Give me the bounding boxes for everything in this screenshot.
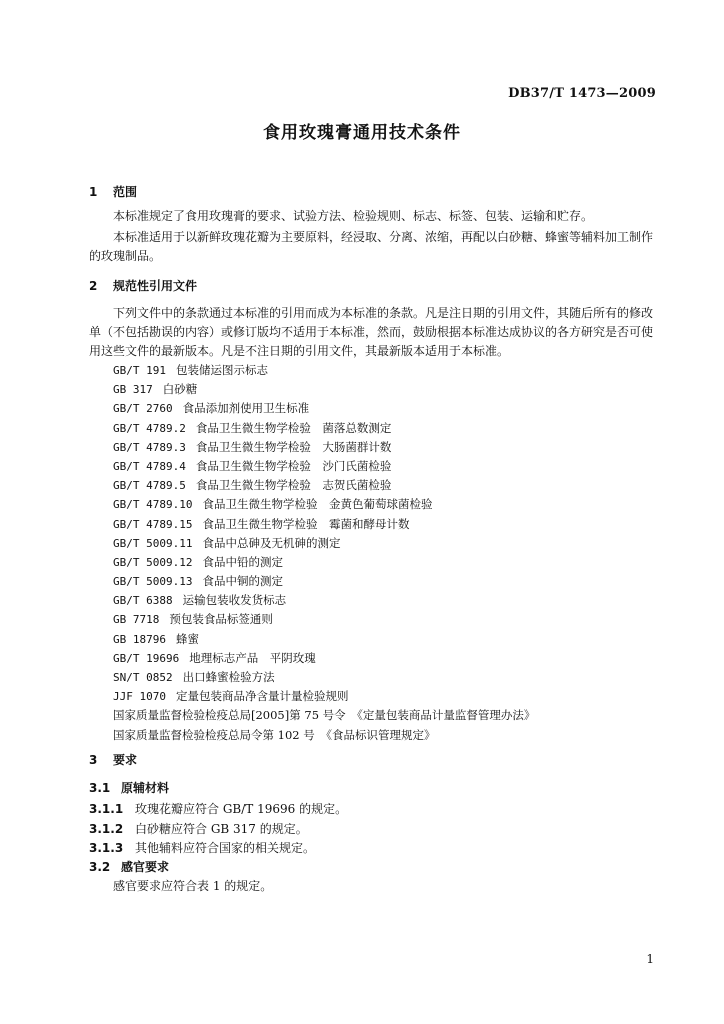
reference-name: 蜂蜜 [175, 631, 199, 646]
section-3-1-heading [89, 779, 169, 796]
reference-code: GB/T 191 [113, 364, 166, 377]
section-3-2-heading [89, 858, 169, 875]
reference-code: GB/T 4789.2 [113, 421, 186, 435]
section-3-heading [89, 751, 137, 768]
reference-item [113, 610, 535, 629]
reference-code: JJF 1070 [113, 690, 166, 704]
reference-name: 食品卫生微生物学检验 霉菌和酵母计数 [202, 516, 410, 531]
reference-name: 地理标志产品 平阴玫瑰 [189, 650, 316, 665]
section-number: 2 [89, 279, 98, 293]
reference-name: 定量包装商品净含量计量检验规则 [175, 689, 349, 704]
reference-name: 出口蜂蜜检验方法 [182, 670, 275, 684]
clause-text: 玫瑰花瓣应符合 GB/T 19696 的规定。 [135, 802, 348, 816]
section-2-intro: 下列文件中的条款通过本标准的引用而成为本标准的条款。凡是注日期的引用文件，其随后所有的修改单（不包括勘误的内容）或修订版均不适用于本标准，然而，鼓励根据本标准达成协议的各方研究是否可使用这些文件的最新版本。凡是不注日期的引用文件，其最新版本适用于本标准。 [89, 306, 654, 358]
reference-name: 食品中总砷及无机砷的测定 [202, 535, 341, 550]
reference-item [113, 591, 535, 610]
clause-number: 3.1.2 [89, 822, 124, 836]
reference-code: GB/T 19696 [113, 651, 180, 665]
reference-item [113, 572, 535, 591]
reference-name: 白砂糖 [162, 382, 198, 397]
section-number: 3.1 [89, 781, 111, 795]
standard-code: DB37/T 1473—2009 [508, 86, 656, 101]
reference-item [113, 726, 535, 745]
section-title: 范围 [113, 185, 138, 199]
reference-name: 食品卫生微生物学检验 沙门氏菌检验 [195, 458, 392, 473]
reference-item [113, 706, 535, 725]
clause-3-1-1 [89, 800, 347, 817]
section-number: 3 [89, 753, 98, 767]
reference-item [113, 457, 535, 476]
reference-code: GB 7718 [113, 613, 160, 627]
reference-name: 食品卫生微生物学检验 金黄色葡萄球菌检验 [202, 497, 433, 512]
reference-item [113, 649, 535, 668]
section-title: 规范性引用文件 [113, 279, 198, 293]
reference-name: 包装储运图示标志 [175, 363, 268, 377]
section-title: 感官要求 [121, 860, 170, 874]
reference-item [113, 495, 535, 514]
reference-name: 食品中铅的测定 [202, 554, 283, 569]
reference-code: GB/T 4789.4 [113, 459, 186, 473]
reference-item [113, 630, 535, 649]
reference-code: GB/T 6388 [113, 594, 173, 608]
clause-number: 3.1.3 [89, 841, 124, 855]
reference-code: GB/T 5009.13 [113, 575, 193, 589]
reference-code: GB/T 4789.3 [113, 440, 186, 454]
clause-text: 其他辅料应符合国家的相关规定。 [135, 841, 316, 855]
reference-list [113, 361, 535, 745]
reference-code: GB/T 5009.11 [113, 536, 193, 550]
reference-item [113, 419, 535, 438]
clause-number: 3.1.1 [89, 802, 124, 816]
reference-item [113, 687, 535, 706]
section-1-heading [89, 183, 137, 200]
reference-code: GB/T 4789.5 [113, 479, 186, 493]
clause-3-1-2 [89, 820, 308, 837]
reference-code: SN/T 0852 [113, 671, 173, 684]
section-2-heading [89, 277, 197, 294]
section-1-paragraph-2: 本标准适用于以新鲜玫瑰花瓣为主要原料，经浸取、分离、浓缩，再配以白砂糖、蜂蜜等辅料加工制作的玫瑰制品。 [89, 230, 654, 263]
reference-code: GB 317 [113, 383, 153, 397]
section-number: 3.2 [89, 860, 111, 874]
reference-name: 国家质量监督检验检疫总局[2005]第 75 号令 《定量包装商品计量监督管理办法》 [113, 708, 536, 723]
reference-name: 食品卫生微生物学检验 志贺氏菌检验 [195, 478, 392, 493]
section-title: 要求 [113, 753, 138, 767]
reference-name: 预包装食品标签通则 [169, 612, 273, 627]
reference-code: GB/T 4789.10 [113, 498, 193, 512]
reference-name: 食品添加剂使用卫生标准 [182, 401, 310, 416]
reference-name: 食品中铜的测定 [202, 574, 283, 589]
section-1-paragraph-1: 本标准规定了食用玫瑰膏的要求、试验方法、检验规则、标志、标签、包装、运输和贮存。 [113, 209, 594, 223]
reference-name: 运输包装收发货标志 [182, 593, 287, 608]
reference-name: 食品卫生微生物学检验 大肠菌群计数 [195, 439, 392, 454]
reference-item [113, 399, 535, 418]
reference-item [113, 476, 535, 495]
reference-name: 食品卫生微生物学检验 菌落总数测定 [195, 420, 392, 435]
reference-name: 国家质量监督检验检疫总局令第 102 号 《食品标识管理规定》 [113, 727, 436, 742]
section-number: 1 [89, 185, 98, 199]
reference-item [113, 515, 535, 534]
reference-item [113, 553, 535, 572]
reference-item [113, 438, 535, 457]
reference-code: GB/T 5009.12 [113, 555, 193, 569]
clause-text: 白砂糖应符合 GB 317 的规定。 [135, 822, 308, 836]
reference-code: GB/T 2760 [113, 402, 173, 416]
reference-item [113, 668, 535, 687]
reference-item [113, 380, 535, 399]
page-number: 1 [646, 952, 654, 966]
section-title: 原辅材料 [121, 781, 170, 795]
section-3-2-text: 感官要求应符合表 1 的规定。 [113, 879, 273, 893]
reference-item [113, 534, 535, 553]
reference-code: GB/T 4789.15 [113, 517, 193, 531]
reference-item [113, 361, 535, 380]
document-title: 食用玫瑰膏通用技术条件 [263, 123, 461, 143]
reference-code: GB 18796 [113, 632, 166, 646]
clause-3-1-3 [89, 839, 315, 856]
